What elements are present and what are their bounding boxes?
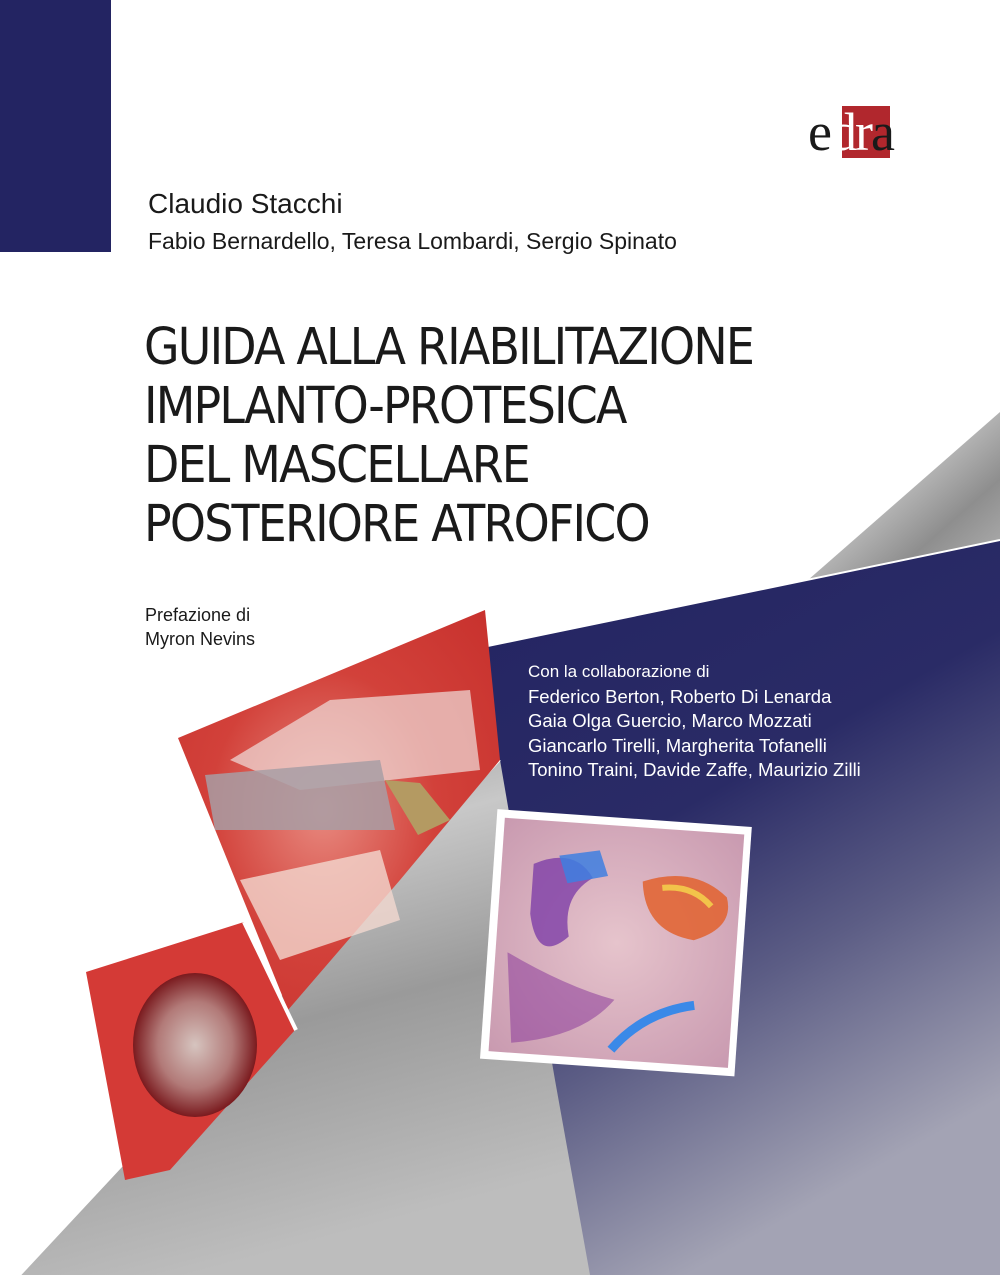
coauthors: Fabio Bernardello, Teresa Lombardi, Sergio Spinato (148, 228, 677, 254)
title-line: GUIDA ALLA RIABILITAZIONE (144, 318, 754, 377)
histology-photo (480, 809, 752, 1076)
title-line: DEL MASCELLARE (144, 436, 529, 495)
collaborator-line: Tonino Traini, Davide Zaffe, Maurizio Zilli (528, 759, 861, 780)
collaborator-line: Giancarlo Tirelli, Margherita Tofanelli (528, 734, 827, 756)
title-line: IMPLANTO-PROTESICA (144, 377, 626, 436)
preface-author: Myron Nevins (145, 629, 256, 649)
collaborator-line: Gaia Olga Guercio, Marco Mozzati (528, 710, 812, 731)
book-title (144, 318, 753, 554)
navy-corner-block (0, 0, 111, 252)
collaborator-line: Federico Berton, Roberto Di Lenarda (528, 685, 832, 707)
preface (145, 603, 255, 651)
preface-label: Prefazione di (145, 605, 251, 625)
title-line: POSTERIORE ATROFICO (144, 495, 649, 554)
publisher-logo (808, 102, 923, 162)
collaboration-label: Con la collaborazione di (528, 662, 710, 681)
logo-text: edra (808, 102, 893, 162)
main-author: Claudio Stacchi (148, 188, 343, 219)
collaborators-block (528, 660, 861, 783)
